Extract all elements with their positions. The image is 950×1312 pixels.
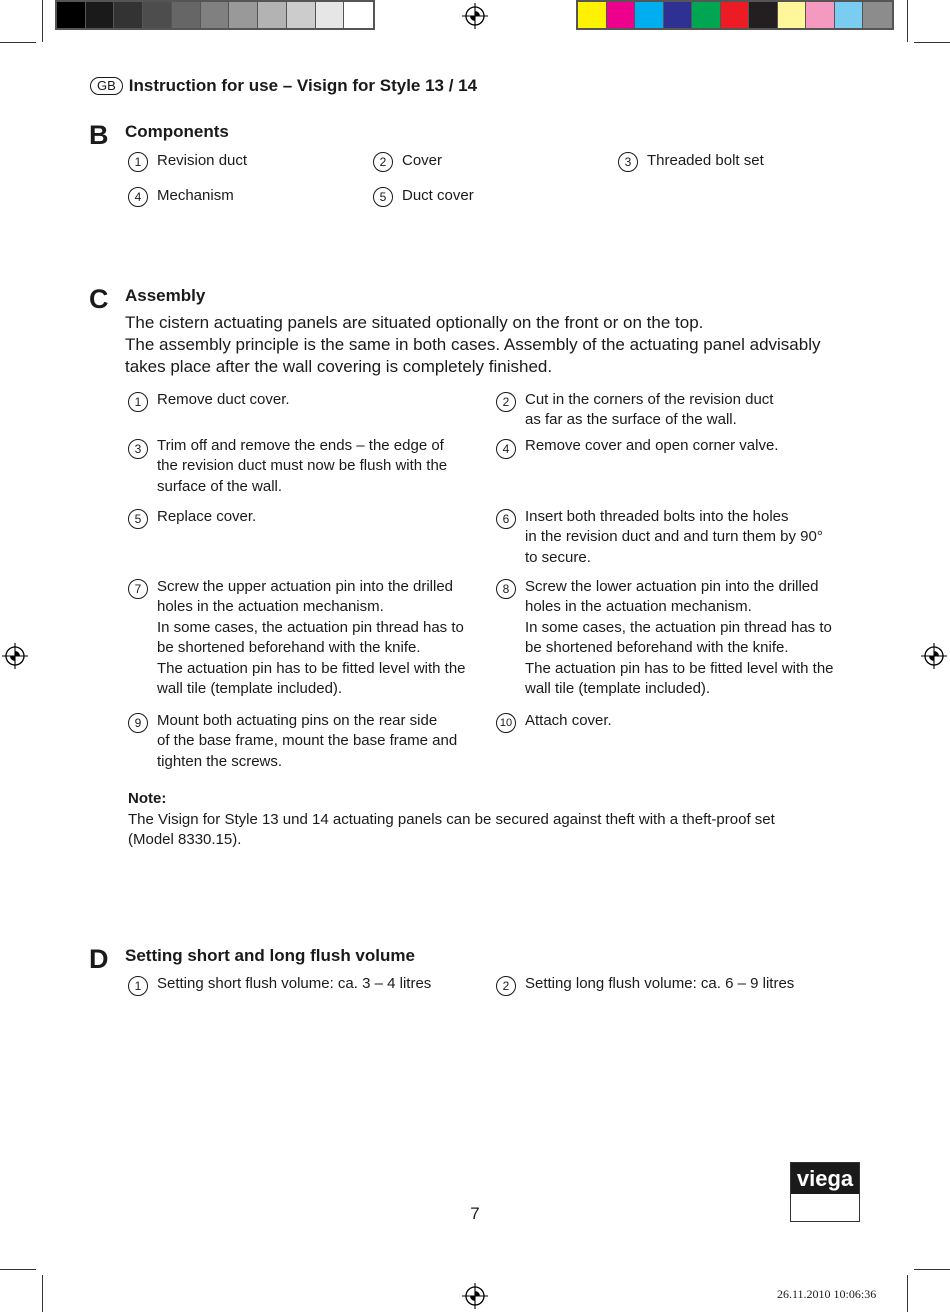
component-item-text: Revision duct	[157, 152, 248, 169]
calibration-swatch	[57, 2, 86, 28]
item-number: 1	[128, 976, 148, 996]
calibration-swatch	[692, 2, 721, 28]
item-number: 5	[373, 187, 393, 207]
calibration-swatch	[229, 2, 258, 28]
note-title: Note:	[128, 790, 167, 807]
calibration-swatch	[806, 2, 835, 28]
section-letter-c: C	[89, 284, 109, 314]
calibration-swatch	[114, 2, 143, 28]
item-number: 2	[496, 976, 516, 996]
calibration-swatch	[607, 2, 636, 28]
step-number: 7	[128, 579, 148, 599]
flush-setting-text: Setting long flush volume: ca. 6 – 9 litres	[525, 975, 795, 992]
item-number: 3	[618, 152, 638, 172]
step-text: Screw the lower actuation pin into the drilled holes in the actuation mechanism. In some cases, the actuation pin thread has to be shortened beforehand with the knife. The actuation pin has to be fitted level with the wall tile (template included).	[525, 578, 834, 698]
step-number: 1	[128, 392, 148, 412]
crop-mark	[907, 1275, 908, 1312]
crop-mark	[914, 1269, 950, 1270]
calibration-swatch	[172, 2, 201, 28]
step-number: 3	[128, 439, 148, 459]
component-item-text: Threaded bolt set	[647, 152, 764, 169]
page-number: 7	[470, 1204, 480, 1223]
step-number: 8	[496, 579, 516, 599]
calibration-swatch	[316, 2, 345, 28]
calibration-swatch	[287, 2, 316, 28]
crop-mark	[914, 42, 950, 43]
calibration-swatch	[721, 2, 750, 28]
calibration-swatch	[201, 2, 230, 28]
document-header	[90, 76, 477, 96]
step-text: Screw the upper actuation pin into the drilled holes in the actuation mechanism. In some cases, the actuation pin thread has to be shortened beforehand with the knife. The actuation pin has to be fitted level with the wall tile (template included).	[157, 578, 466, 698]
color-calibration-bar	[576, 0, 894, 30]
step-text: Trim off and remove the ends – the edge of the revision duct must now be flush with the surface of the wall.	[157, 437, 448, 495]
section-letter-b: B	[89, 120, 109, 150]
crop-mark	[0, 42, 36, 43]
step-number: 9	[128, 713, 148, 733]
crop-mark	[42, 0, 43, 42]
step-text: Remove cover and open corner valve.	[525, 437, 779, 454]
logo-text: viega	[791, 1163, 859, 1194]
step-number: 4	[496, 439, 516, 459]
item-number: 2	[373, 152, 393, 172]
calibration-swatch	[664, 2, 693, 28]
calibration-swatch	[749, 2, 778, 28]
item-number: 1	[128, 152, 148, 172]
document-title: Instruction for use – Visign for Style 13 / 14	[128, 76, 478, 95]
step-text: Replace cover.	[157, 508, 257, 525]
step-text: Attach cover.	[525, 712, 612, 729]
assembly-intro: The cistern actuating panels are situated optionally on the front or on the top. The assembly principle is the same in both cases. Assembly of the actuating panel advisably takes place after the wall covering is completely finished.	[125, 313, 821, 376]
calibration-swatch	[86, 2, 115, 28]
calibration-swatch	[635, 2, 664, 28]
step-text: Cut in the corners of the revision duct as far as the surface of the wall.	[525, 391, 774, 429]
gray-calibration-bar	[55, 0, 375, 30]
calibration-swatch	[258, 2, 287, 28]
calibration-swatch	[578, 2, 607, 28]
component-item-text: Cover	[402, 152, 443, 169]
calibration-swatch	[344, 2, 373, 28]
calibration-swatch	[863, 2, 892, 28]
crop-mark	[42, 1275, 43, 1312]
step-text: Remove duct cover.	[157, 391, 290, 408]
component-item-text: Mechanism	[157, 187, 234, 204]
viega-logo	[790, 1162, 860, 1222]
flush-setting-text: Setting short flush volume: ca. 3 – 4 litres	[157, 975, 432, 992]
crop-mark	[0, 1269, 36, 1270]
section-title-assembly: Assembly	[125, 286, 206, 305]
step-number: 2	[496, 392, 516, 412]
calibration-swatch	[835, 2, 864, 28]
item-number: 4	[128, 187, 148, 207]
registration-mark-icon	[462, 1283, 488, 1309]
crop-mark	[907, 0, 908, 42]
step-number: 5	[128, 509, 148, 529]
print-timestamp: 26.11.2010 10:06:36	[777, 1287, 877, 1301]
registration-mark-icon	[2, 643, 28, 669]
step-text: Insert both threaded bolts into the holes in the revision duct and and turn them by 90° to secure.	[525, 508, 823, 566]
note-body: The Visign for Style 13 und 14 actuating panels can be secured against theft with a theft-proof set (Model 8330.15).	[128, 811, 775, 849]
calibration-swatch	[143, 2, 172, 28]
section-letter-d: D	[89, 944, 109, 974]
step-number: 10	[496, 713, 516, 733]
step-number: 6	[496, 509, 516, 529]
section-title-components: Components	[125, 122, 229, 141]
component-item-text: Duct cover	[402, 187, 474, 204]
step-text: Mount both actuating pins on the rear side of the base frame, mount the base frame and tighten the screws.	[157, 712, 458, 770]
calibration-swatch	[778, 2, 807, 28]
registration-mark-icon	[921, 643, 947, 669]
language-badge: GB	[90, 77, 123, 95]
section-title-flush-volume: Setting short and long flush volume	[125, 946, 415, 965]
registration-mark-icon	[462, 3, 488, 29]
